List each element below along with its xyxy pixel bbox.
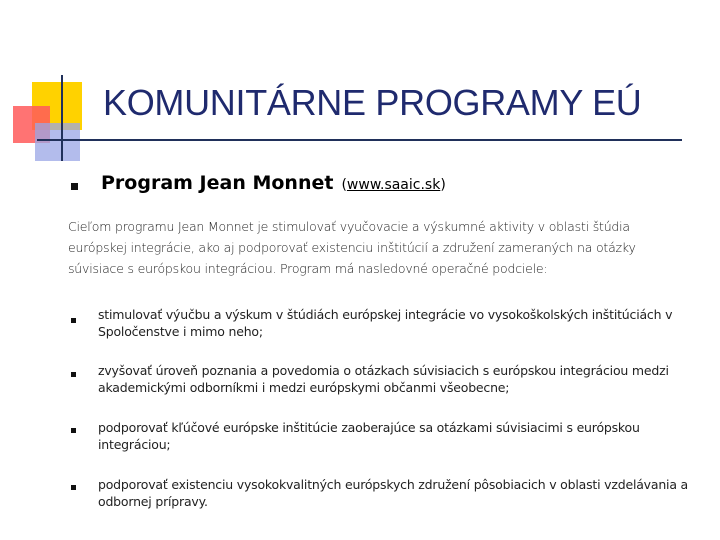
saaic-link[interactable]: www.saaic.sk xyxy=(346,177,441,193)
link-close-paren: ) xyxy=(440,177,446,193)
link-open-paren: ( xyxy=(341,177,347,193)
objective-bullet-icon xyxy=(71,372,76,377)
slide-title: KOMUNITÁRNE PROGRAMY EÚ xyxy=(103,82,642,123)
decor-blue-square xyxy=(35,123,80,161)
title-underline-rule xyxy=(37,139,682,141)
objective-item: stimulovať výučbu a výskum v štúdiách európskej integrácie vo vysokoškolských inštitúciách v Spoločenstve i mimo neho; xyxy=(98,307,673,339)
objective-item: zvyšovať úroveň poznania a povedomia o otázkach súvisiacich s európskou integráciou medzi akademickými odborníkmi i medzi európskymi občanmi všeobecne; xyxy=(98,363,669,395)
main-item xyxy=(101,172,446,194)
intro-paragraph: Cieľom programu Jean Monnet je stimulovať vyučovacie a výskumné aktivity v oblasti štúdia európskej integrácie, ako aj podporovať existenciu inštitúcií a združení zameraných na otázky súvisiace s európskou integráciou. Program má nasledovné operačné podciele: xyxy=(68,219,636,276)
main-item-link-wrapper xyxy=(341,177,445,193)
objective-bullet-icon xyxy=(71,485,76,490)
main-item-label: Program Jean Monnet xyxy=(101,172,334,194)
objective-bullet-icon xyxy=(71,428,76,433)
objective-item: podporovať existenciu vysokokvalitných európskych združení pôsobiacich v oblasti vzdelávania a odbornej prípravy. xyxy=(98,477,689,509)
main-bullet-icon xyxy=(71,183,78,190)
decor-vertical-rule xyxy=(61,75,63,161)
objective-item: podporovať kľúčové európske inštitúcie zaoberajúce sa otázkami súvisiacimi s európskou integráciou; xyxy=(98,420,640,452)
objective-bullet-icon xyxy=(71,318,76,323)
